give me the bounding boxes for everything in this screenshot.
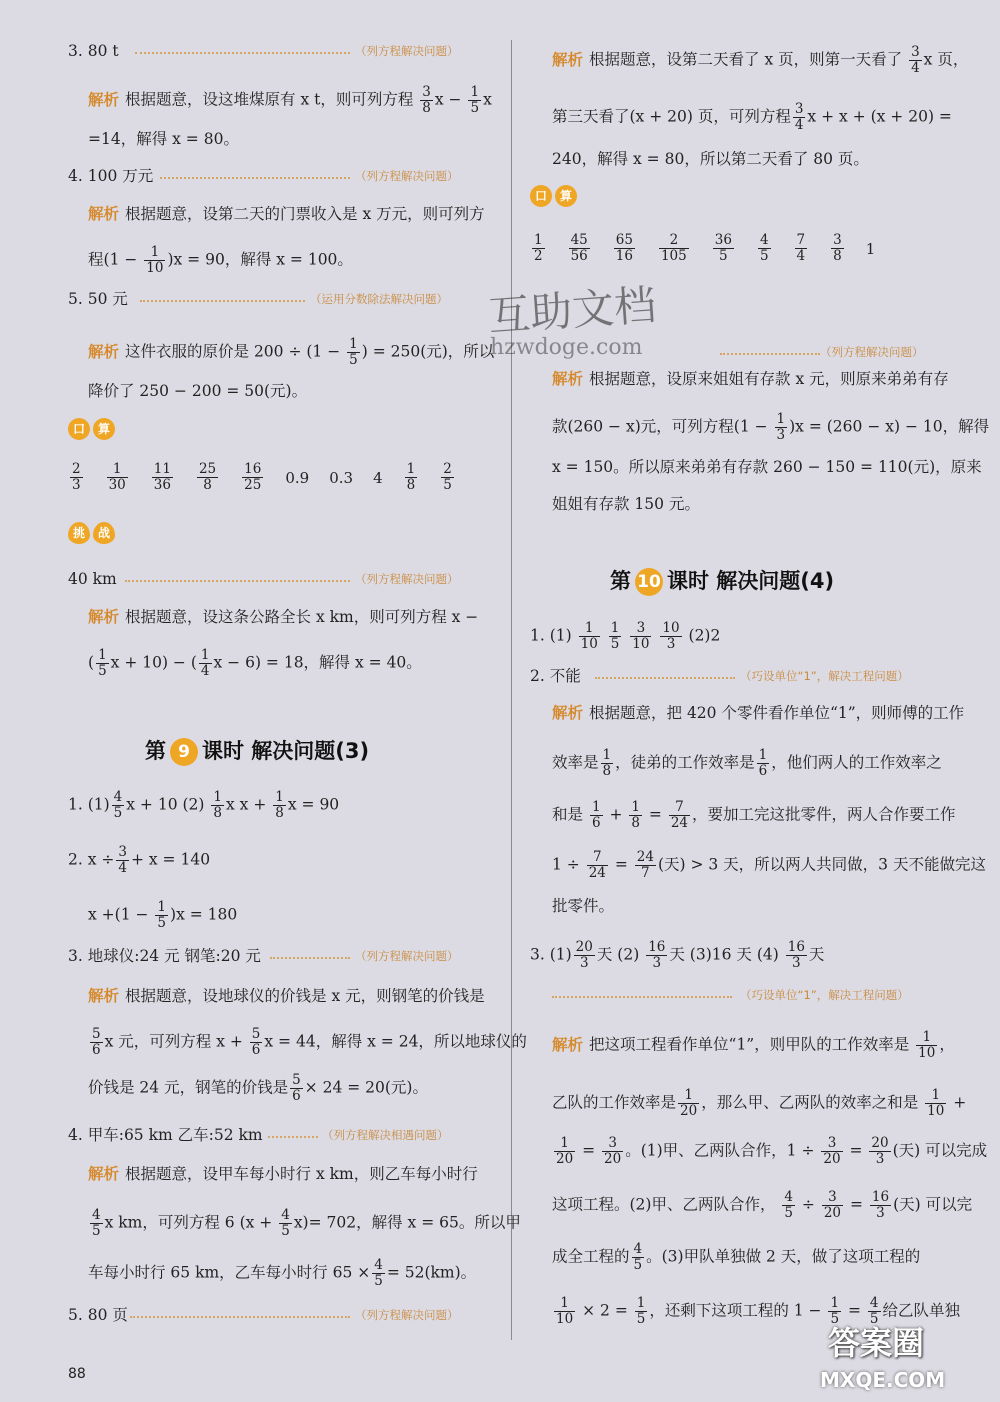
dotted-leader xyxy=(552,996,732,998)
right-challenge-analysis-line2: 款(260 − x)元，可列方程(1 − $\frac{1}{3}$ )x = (260 − x) − 10，解得 xyxy=(552,411,990,443)
method-tag: （列方程解决问题） xyxy=(355,949,459,963)
kousuan-answer: 0.9 xyxy=(285,468,310,487)
kousuan-answer: $\frac{25}{8}$ xyxy=(198,461,217,493)
analysis-3-line2: =14，解得 x = 80。 xyxy=(88,130,239,148)
lesson10-q3-analysis-line2: 乙队的工作效率是 $\frac{1}{20}$ ，那么甲、乙两队的效率之和是 $\frac{1}{10}$ + xyxy=(552,1087,967,1119)
challenge-analysis-line2: ( $\frac{1}{5}$ x + 10) − ( $\frac{1}{4}$ x − 6) = 18，解得 x = 40。 xyxy=(88,647,422,679)
method-tag: （运用分数除法解决问题） xyxy=(310,292,448,306)
dotted-leader xyxy=(270,957,350,959)
kousuan-answer: $\frac{1}{30}$ xyxy=(108,461,126,493)
kousuan-badge-right: 口 算 xyxy=(530,185,577,207)
answer-5: 5. 50 元 xyxy=(68,290,128,308)
right-challenge-analysis-line1: 解析 根据题意，设原来姐姐有存款 x 元，则原来弟弟有存 xyxy=(552,370,949,388)
right-challenge-analysis-line3: x = 150。所以原来弟弟有存款 260 − 150 = 110(元)，原来 xyxy=(552,458,982,476)
lesson9-q2-line1: 2. x ÷ $\frac{3}{4}$ + x = 140 xyxy=(68,844,211,876)
dotted-leader xyxy=(130,1316,350,1318)
dotted-leader xyxy=(720,353,820,355)
method-tag: （巧设单位“1”，解决工程问题） xyxy=(740,988,909,1002)
lesson9-q3-analysis-line3: 价钱是 24 元，钢笔的价钱是 $\frac{5}{6}$ × 24 = 20(元)。 xyxy=(88,1072,428,1104)
dotted-leader xyxy=(125,580,350,582)
right-analysis-line3: 240，解得 x = 80，所以第二天看了 80 页。 xyxy=(552,150,869,168)
kousuan-answer: $\frac{4}{5}$ xyxy=(759,232,769,264)
lesson10-q3-analysis-line6: $\frac{1}{10}$ × 2 = $\frac{1}{5}$ ，还剩下这项工程的 1 − $\frac{1}{5}$ = $\frac{4}{5}$ 给乙队单独 xyxy=(556,1295,961,1327)
lesson-9-title: 第 9 课时 解决问题(3) xyxy=(145,735,369,766)
lesson9-q4-analysis-line1: 解析 根据题意，设甲车每小时行 x km，则乙车每小时行 xyxy=(88,1165,478,1183)
lesson10-q1: 1. (1) $\frac{1}{10}$ $\frac{1}{5}$ $\frac{3}{10}$ $\frac{10}{3}$ (2)2 xyxy=(530,620,721,652)
kousuan-answer: $\frac{2}{3}$ xyxy=(72,461,81,493)
lesson9-q3-analysis-line2: $\frac{5}{6}$ x 元，可列方程 x + $\frac{5}{6}$ x = 44，解得 x = 24，所以地球仪的 xyxy=(92,1026,527,1058)
column-divider xyxy=(511,40,512,1340)
method-tag: （列方程解决问题） xyxy=(820,345,924,359)
dotted-leader xyxy=(140,300,305,302)
corner-logo: 答案圈 xyxy=(828,1324,925,1362)
kousuan-answer: $\frac{11}{36}$ xyxy=(153,461,171,493)
lesson9-q3: 3. 地球仪:24 元 钢笔:20 元 xyxy=(68,947,261,965)
kousuan-badge: 口 算 xyxy=(68,418,115,440)
analysis-3-line1: 解析 根据题意，设这堆煤原有 x t，则可列方程 $\frac{3}{8}$ x − $\frac{1}{5}$ x xyxy=(88,84,492,116)
method-tag: （列方程解决问题） xyxy=(355,44,459,58)
kousuan-answer: 4 xyxy=(373,468,383,487)
dotted-leader xyxy=(268,1136,318,1138)
kousuan-answer: $\frac{65}{16}$ xyxy=(615,232,633,264)
lesson10-q3-analysis-line4: 这项工程。(2)甲、乙两队合作， $\frac{4}{5}$ ÷ $\frac{3}{20}$ = $\frac{16}{3}$ (天) 可以完 xyxy=(552,1189,973,1221)
watermark-url: hzwdoge.com xyxy=(490,335,643,360)
analysis-label: 解析 xyxy=(88,90,120,109)
analysis-5-line1: 解析 这件衣服的原价是 200 ÷ (1 − $\frac{1}{5}$ ) = 250(元)，所以 xyxy=(88,336,495,368)
lesson9-q3-analysis-line1: 解析 根据题意，设地球仪的价钱是 x 元，则钢笔的价钱是 xyxy=(88,987,485,1005)
analysis-4-line2: 程(1 − $\frac{1}{10}$ )x = 90，解得 x = 100。 xyxy=(88,244,353,276)
lesson10-q3-analysis-line1: 解析 把这项工程看作单位“1”，则甲队的工作效率是 $\frac{1}{10}$ ， xyxy=(552,1029,955,1061)
tiaozhan-badge: 挑 战 xyxy=(68,522,115,544)
lesson10-q3-analysis-line5: 成全工程的 $\frac{4}{5}$ 。(3)甲队单独做 2 天，做了这项工程的 xyxy=(552,1241,921,1273)
lesson10-q3: 3. (1) $\frac{20}{3}$ 天 (2) $\frac{16}{3}$ 天 (3)16 天 (4) $\frac{16}{3}$ 天 xyxy=(530,939,825,971)
method-tag: （巧设单位“1”，解决工程问题） xyxy=(740,669,909,683)
kousuan-answer: $\frac{3}{8}$ xyxy=(833,232,842,264)
dotted-leader xyxy=(135,52,350,54)
kousuan-answer: 0.3 xyxy=(329,468,354,487)
lesson9-q4-analysis-line2: $\frac{4}{5}$ x km，可列方程 6 (x + $\frac{4}{5}$ x)= 702，解得 x = 65。所以甲 xyxy=(92,1207,521,1239)
kousuan-answers-right xyxy=(530,233,875,264)
lesson10-q2-analysis-line3: 和是 $\frac{1}{6}$ + $\frac{1}{8}$ = $\frac{7}{24}$ ，要加工完这批零件，两人合作要工作 xyxy=(552,799,956,831)
challenge-answer: 40 km xyxy=(68,570,117,588)
lesson9-q1: 1. (1) $\frac{4}{5}$ x + 10 (2) $\frac{1}{8}$ x x + $\frac{1}{8}$ x = 90 xyxy=(68,789,340,821)
method-tag: （列方程解决问题） xyxy=(355,572,459,586)
challenge-analysis-line1: 解析 根据题意，设这条公路全长 x km，则可列方程 x − xyxy=(88,608,479,626)
method-tag: （列方程解决问题） xyxy=(355,1308,459,1322)
lesson9-q4: 4. 甲车:65 km 乙车:52 km xyxy=(68,1126,263,1144)
method-tag: （列方程解决相遇问题） xyxy=(322,1128,449,1142)
analysis-5-line2: 降价了 250 − 200 = 50(元)。 xyxy=(88,382,308,400)
kousuan-answer: $\frac{2}{5}$ xyxy=(443,461,452,493)
kousuan-answer: $\frac{45}{56}$ xyxy=(570,232,588,264)
lesson10-q2-analysis-line2: 效率是 $\frac{1}{8}$ ，徒弟的工作效率是 $\frac{1}{6}$ ，他们两人的工作效率之 xyxy=(552,747,942,779)
kousuan-answer: 1 xyxy=(865,239,876,258)
kousuan-answer: $\frac{1}{2}$ xyxy=(534,232,543,264)
answer-4: 4. 100 万元 xyxy=(68,167,154,185)
lesson9-q5: 5. 80 页 xyxy=(68,1306,128,1324)
lesson10-q2-analysis-line5: 批零件。 xyxy=(552,897,615,915)
kousuan-answer: $\frac{16}{25}$ xyxy=(244,461,262,493)
kousuan-answer: $\frac{7}{4}$ xyxy=(796,232,806,264)
corner-logo-url: MXQE.COM xyxy=(820,1368,946,1392)
watermark: 互助文档 xyxy=(486,280,658,341)
lesson9-q2-line2: x +(1 − $\frac{1}{5}$ )x = 180 xyxy=(88,899,238,931)
right-analysis-line1: 解析 根据题意，设第二天看了 x 页，则第一天看了 $\frac{3}{4}$ x 页， xyxy=(552,44,969,76)
kousuan-answers xyxy=(68,462,456,493)
lesson10-q2: 2. 不能 xyxy=(530,667,581,685)
kousuan-answer: $\frac{1}{8}$ xyxy=(406,461,416,493)
answer-3: 3. 80 t xyxy=(68,42,119,60)
analysis-4-line1: 解析 根据题意，设第二天的门票收入是 x 万元，则可列方 xyxy=(88,205,485,223)
dotted-leader xyxy=(595,677,735,679)
dotted-leader xyxy=(160,177,350,179)
kousuan-answer: $\frac{36}{5}$ xyxy=(714,232,732,264)
lesson10-q2-analysis-line4: 1 ÷ $\frac{7}{24}$ = $\frac{24}{7}$ (天) > 3 天，所以两人共同做，3 天不能做完这 xyxy=(552,849,986,881)
lesson9-q4-analysis-line3: 车每小时行 65 km，乙车每小时行 65 × $\frac{4}{5}$ = 52(km)。 xyxy=(88,1257,477,1289)
lesson-10-title: 第 10 课时 解决问题(4) xyxy=(610,565,834,596)
lesson10-q3-analysis-line3: $\frac{1}{20}$ = $\frac{3}{20}$ 。(1)甲、乙两队合作，1 ÷ $\frac{3}{20}$ = $\frac{20}{3}$ (天) 可以完成 xyxy=(556,1135,988,1167)
right-analysis-line2: 第三天看了(x + 20) 页，可列方程 $\frac{3}{4}$ x + x + (x + 20) = xyxy=(552,101,952,133)
right-challenge-analysis-line4: 姐姐有存款 150 元。 xyxy=(552,495,700,513)
page-number: 88 xyxy=(68,1366,86,1382)
kousuan-answer: $\frac{2}{105}$ xyxy=(660,232,687,264)
lesson10-q2-analysis-line1: 解析 根据题意，把 420 个零件看作单位“1”，则师傅的工作 xyxy=(552,704,965,722)
method-tag: （列方程解决问题） xyxy=(355,169,459,183)
